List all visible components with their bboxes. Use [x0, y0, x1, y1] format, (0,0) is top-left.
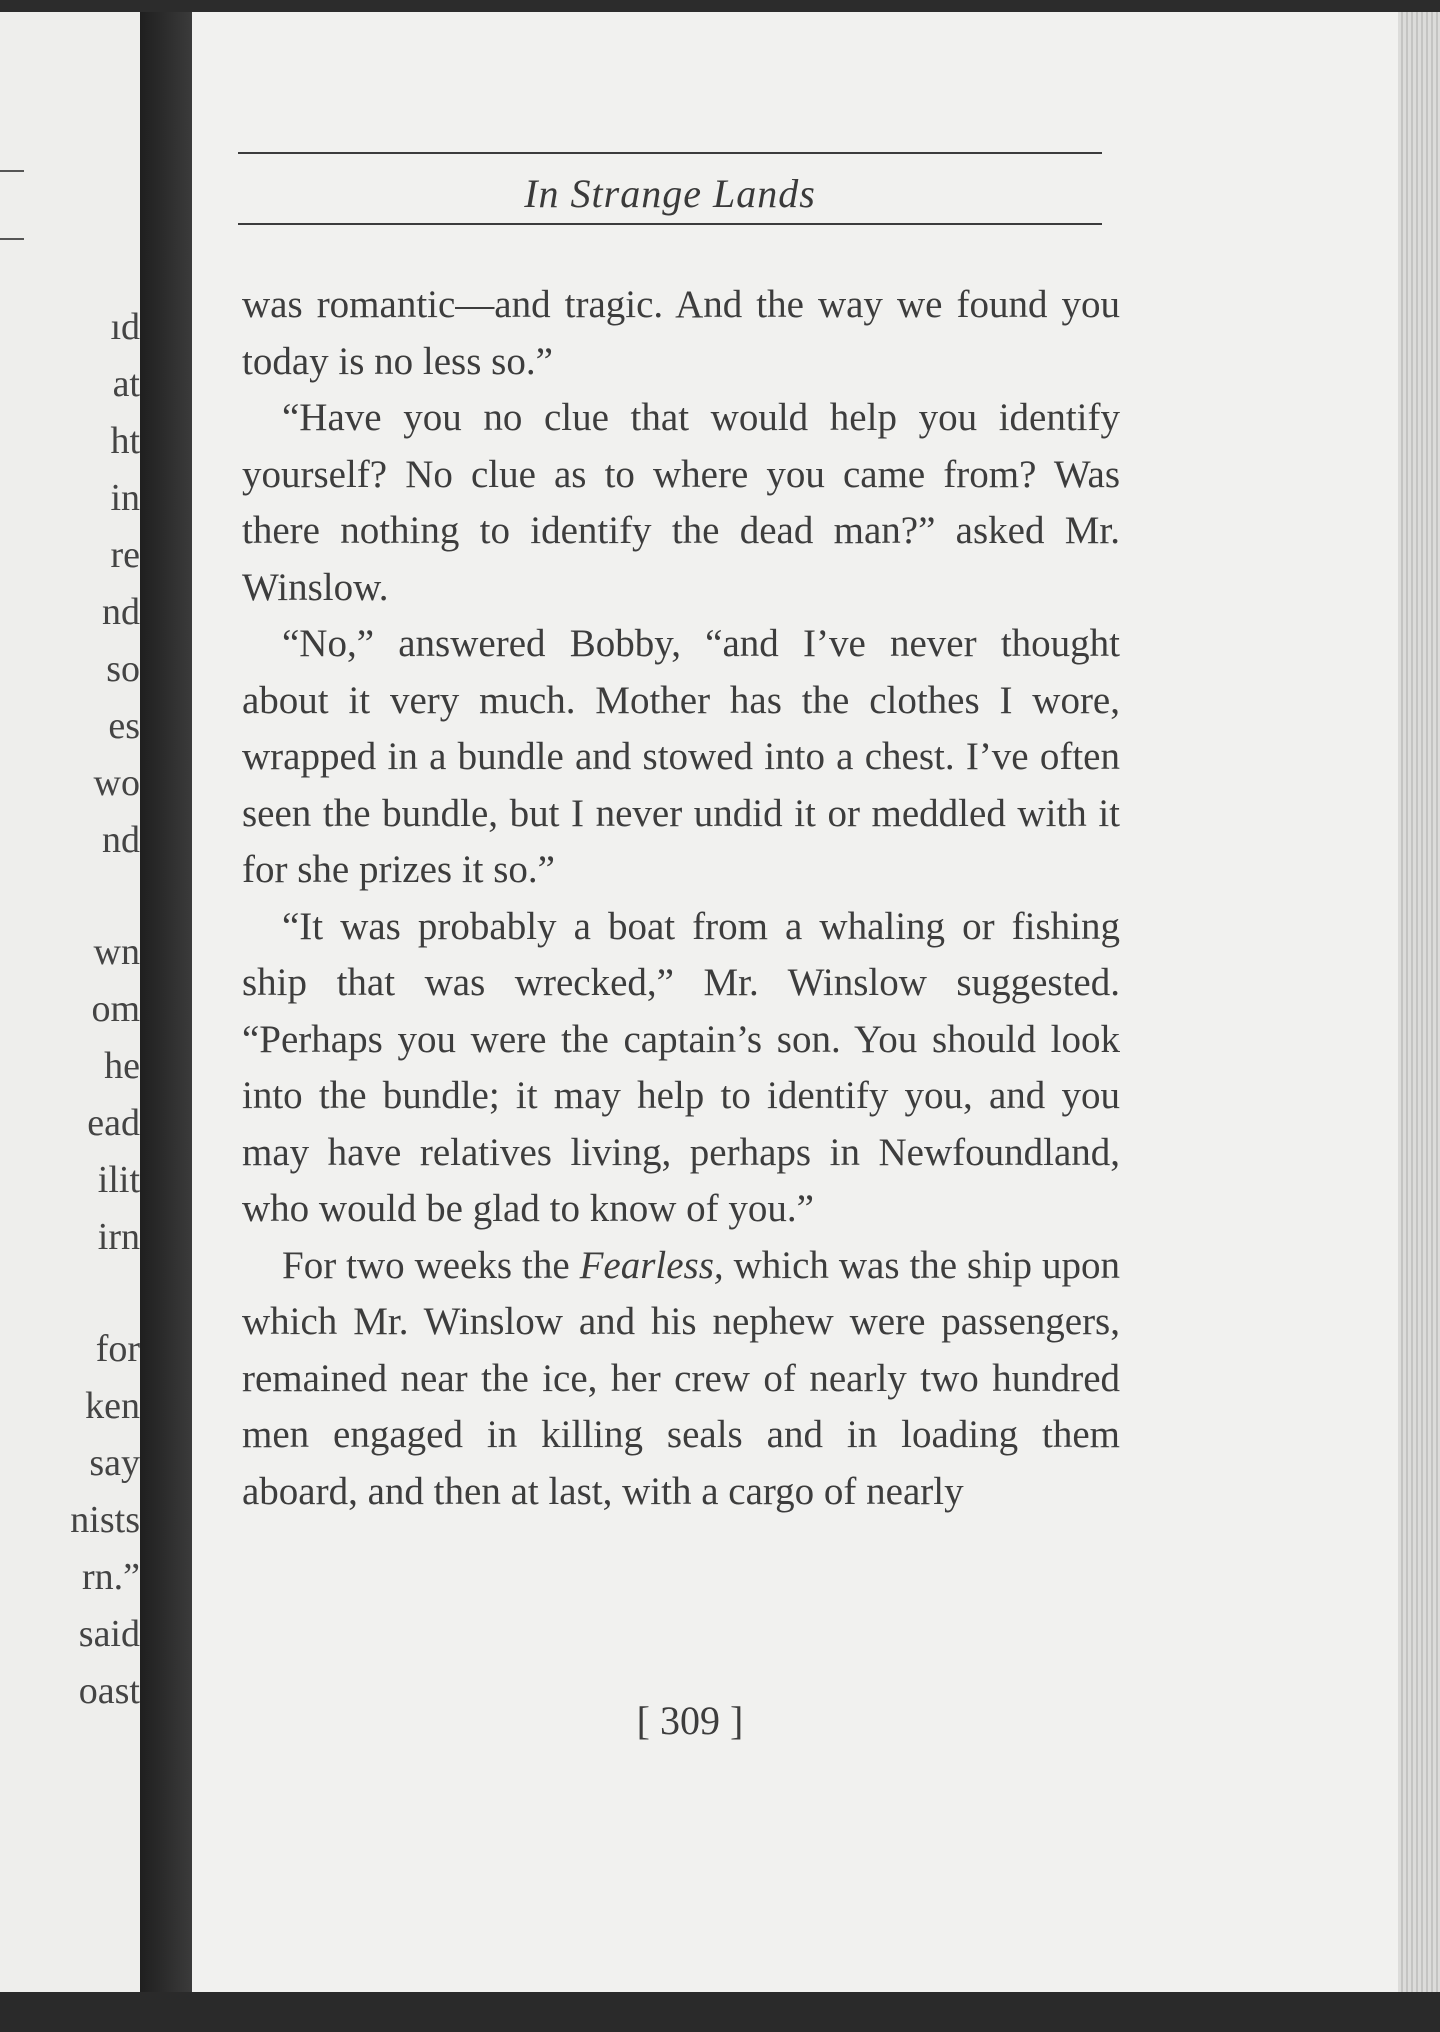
paragraph: “It was probably a boat from a whaling or fishing ship that was wrecked,” Mr. Winslow suggested. “Perhaps you were the captain’s son. You should look into the bundle; it may help to identify you, and you may have relatives living, perhaps in Newfoundland, who would be glad to know of you.” [242, 904, 1120, 1230]
running-head: In Strange Lands [524, 171, 816, 216]
left-page-fragment: ken [85, 1385, 140, 1427]
bottom-shadow [0, 1992, 1440, 2032]
left-page-fragment: at [112, 363, 140, 405]
left-page-fragment: for [95, 1328, 140, 1370]
top-shadow [0, 0, 1440, 12]
left-page-fragment: oast [78, 1670, 140, 1712]
left-page-rule [0, 238, 24, 240]
left-page-fragment: nd [102, 591, 140, 633]
left-page-fragment: he [104, 1045, 140, 1087]
paragraph-text: For two weeks the [282, 1243, 580, 1287]
left-page-fragment: re [110, 534, 140, 576]
paragraph: “Have you no clue that would help you identify yourself? No clue as to where you came from? Was there nothing to identify the dead man?” asked Mr. Winslow. [242, 396, 1120, 609]
left-page-fragment: es [108, 705, 140, 747]
header-rule-top [238, 152, 1102, 154]
left-page-fragment: ilit [97, 1159, 140, 1201]
page-number: [ 309 ] [636, 1698, 744, 1743]
left-page-fragment: rn.” [81, 1556, 140, 1598]
left-page-fragment: say [89, 1442, 140, 1484]
left-page-fragment: so [106, 648, 140, 690]
paragraph: was romantic—and tragic. And the way we found you today is no less so.” [242, 283, 1120, 383]
left-page-fragment: ıd [110, 306, 140, 348]
page-edges [1398, 12, 1440, 1997]
paragraph: “No,” answered Bobby, “and I’ve never thought about it very much. Mother has the clothes I wore, wrapped in a bundle and stowed into a chest. I’ve often seen the bundle, but I never undid it or meddled with it for she prizes it so.” [242, 622, 1120, 891]
book-gutter [140, 12, 192, 1997]
left-page [0, 12, 142, 1997]
paragraph-text: which was the ship upon which Mr. Winslow and his nephew were passengers, remained near the ice, her crew of nearly two hundred men engaged in killing seals and in loading them aboard, and then at last, with a cargo of nearly [242, 1243, 1120, 1513]
header-rule-bottom [238, 223, 1102, 225]
left-page-fragment: irn [97, 1216, 140, 1258]
left-page-fragment: om [91, 988, 140, 1030]
left-page-fragment: nd [102, 819, 140, 861]
left-page-fragment: wo [93, 762, 140, 804]
paragraph [242, 1238, 1120, 1521]
left-page-fragment: said [78, 1613, 140, 1655]
left-page-fragment: ead [87, 1102, 140, 1144]
body-text [242, 277, 1120, 1520]
left-page-fragment: wn [93, 931, 140, 973]
ship-name: Fearless, [579, 1243, 724, 1287]
left-page-fragment: in [110, 477, 140, 519]
left-page-fragment: nists [70, 1499, 140, 1541]
left-page-rule [0, 170, 24, 172]
left-page-fragment: ht [110, 420, 140, 462]
